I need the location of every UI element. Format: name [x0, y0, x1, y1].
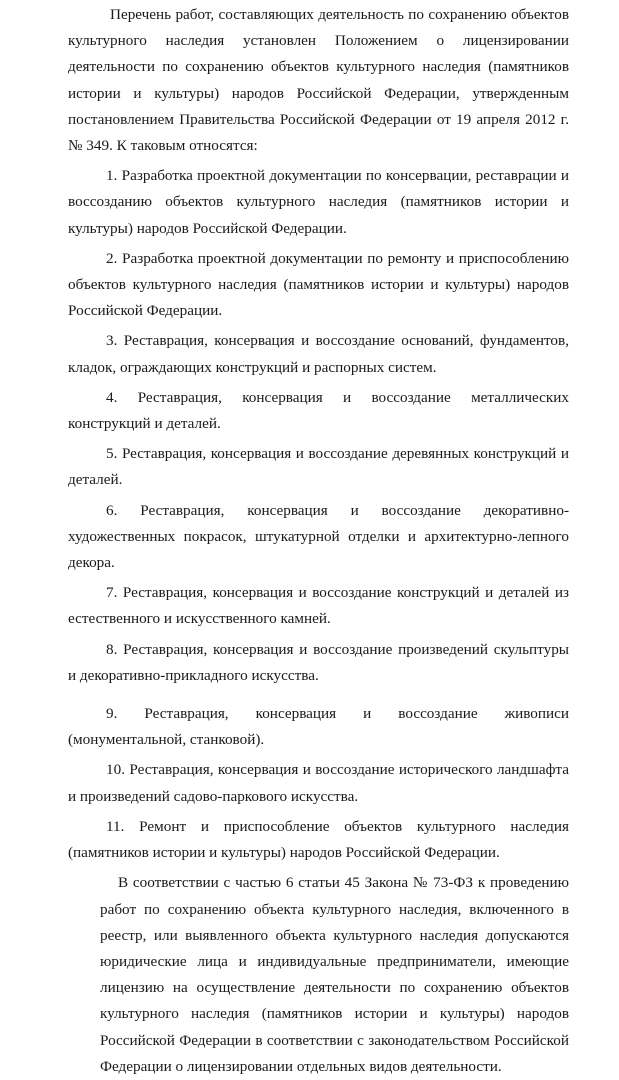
list-item-1: 1. Разработка проектной документации по консервации, реставрации и воссозданию объектов культурного наследия (памятников истории и культуры) народов Российской Федерации. [68, 167, 569, 237]
closing-paragraph: В соответствии с частью 6 статьи 45 Закона № 73-ФЗ к проведению работ по сохранению объекта культурного наследия, включенного в реестр, или выявленного объекта культурного наследия допускаются юридические лица и индивидуальные предприниматели, имеющие лицензию на осуществление деятельности по сохранению объектов культурного наследия (памятников истории и культуры) народов Российской Федерации в соответствии с законодательством Российской Федерации о лицензировании отдельных видов деятельности. [100, 874, 569, 1075]
list-item-7: 7. Реставрация, консервация и воссоздание конструкций и деталей из естественного и искусственного камней. [68, 584, 569, 628]
list-item-5: 5. Реставрация, консервация и воссоздание деревянных конструкций и деталей. [68, 445, 569, 489]
intro-paragraph: Перечень работ, составляющих деятельность по сохранению объектов культурного наследия установлен Положением о лицензировании деятельности по сохранению объектов культурного наследия (памятников истории и культуры) народов Российской Федерации, утвержденным постановлением Правительства Российской Федерации от 19 апреля 2012 г. № 349. К таковым относятся: [68, 6, 569, 155]
list-item-8: 8. Реставрация, консервация и воссоздание произведений скульптуры и декоративно-прикладного искусства. [68, 640, 569, 684]
list-item-4: 4. Реставрация, консервация и воссоздание металлических конструкций и деталей. [68, 388, 569, 433]
list-item-10: 10. Реставрация, консервация и воссоздание исторического ландшафта и произведений садово-паркового искусства. [68, 761, 569, 805]
list-item-9: 9. Реставрация, консервация и воссоздание живописи (монументальной, станковой). [68, 705, 569, 749]
list-item-6: 6. Реставрация, консервация и воссоздание декоративно-художественных покрасок, штукатурной отделки и архитектурно-лепного декора. [68, 501, 569, 572]
list-item-2: 2. Разработка проектной документации по ремонту и приспособлению объектов культурного наследия (памятников истории и культуры) народов Российской Федерации. [68, 249, 569, 320]
list-item-3: 3. Реставрация, консервация и воссоздание оснований, фундаментов, кладок, ограждающих конструкций и распорных систем. [68, 332, 569, 376]
list-item-11: 11. Ремонт и приспособление объектов культурного наследия (памятников истории и культуры) народов Российской Федерации. [68, 817, 569, 862]
